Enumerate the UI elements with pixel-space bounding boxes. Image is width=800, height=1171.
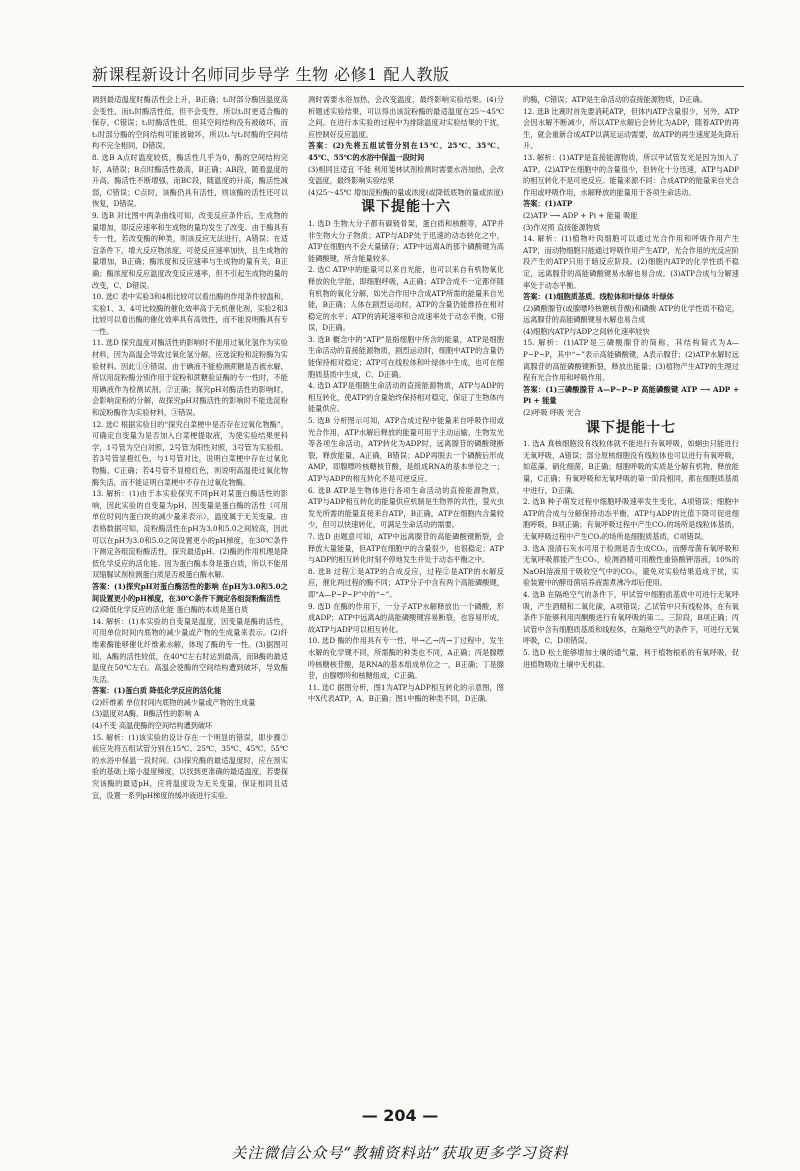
- col3_body-paragraph: 4. 选B 在隔绝空气的条件下，甲试管中细胞质基质中可进行无氧呼吸，产生酒精和二氧化碳，A项错误；乙试管中只有线粒体，在有氧条件下能够利用丙酮酸进行有氧呼吸的第二、三阶段，B项正确；丙试管中含有细胞质基质和线粒体，在隔绝空气的条件下，可进行无氧呼吸，C、D项错误。: [523, 589, 739, 646]
- column-left: [92, 94, 288, 1106]
- col1-paragraph: 14. 解析：(1)本实验的自变量是温度，因变量是酶的活性，可用单位时间内底物的减少量或产物的生成量来表示。(2)纤维素酶能够催化纤维素水解，体现了酶的专一性。(3)据图可知，A酶的活性较低，在40℃左右时达到最高，而B酶的最适温度在50℃左右。高温会使酶的空间结构遭到破坏，导致酶失活。: [92, 616, 288, 684]
- column-right: [523, 94, 739, 1106]
- col1-paragraph: 9. 选B 对比图中两条曲线可知，改变反应条件后，生成物的量增加，即反应速率和生成物的量均发生了改变。由于酶具有专一性，若改变酶的种类，则该反应无法进行，A错误；在适宜条件下，增大反应物浓度，可使反应速率加快，且生成物的量增加，B正确；酶浓度和反应速率与生成物的量有关，B正确；酶浓度和反应温度改变反应速率，但不引起生成物的量的改变，C、D错误。: [92, 210, 288, 290]
- col3_body-paragraph: 2. 选B 种子萌发过程中细胞呼吸速率发生变化，A项错误；细胞中ATP的合成与分解保持动态平衡，ATP与ADP的比值下降可促进细胞呼吸，B项正确；有氧呼吸过程中产生CO₂的场所是线粒体基质，无氧呼吸过程中产生CO₂的场所是细胞质基质，C项错误。: [523, 497, 739, 541]
- col2_body-paragraph: 7. 选D 由题意可知，ATP中远离腺苷的高能磷酸键断裂，会释放大量能量，但ATP在细胞中的含量很少，也很稳定；ATP与ADP的相互转化时刻不停地发生并处于动态平衡之中。: [308, 531, 504, 565]
- col1-paragraph: 8. 选B A点时温度较低，酶活性几乎为0，酶的空间结构完好，A错误；B点时酶活性最高，B正确；AB段，随着温度的升高，酶活性不断增强，而BC段，随温度的升高，酶活性减弱，C错误；C点时，该酶仍具有活性，则该酶的活性还可以恢复，D错误。: [92, 152, 288, 209]
- col2_top-paragraph: (4)25～45℃ 增加淀粉酶的量或浓度(或降低底物的量或浓度): [308, 187, 504, 197]
- col3_top-paragraph: (2)ATP ⟶ ADP + Pi + 能量 吸能: [523, 210, 638, 220]
- col3_top-paragraph: (4)细胞内ATP与ADP之间转化速率较快: [523, 326, 650, 336]
- page-number: — 204 —: [361, 1106, 439, 1125]
- section-title-16: 课下提能十六: [361, 199, 451, 216]
- col3_top-paragraph: (3)作对照 直接能源物质: [523, 222, 601, 232]
- col3_top-paragraph: 答案：(1)ATP: [523, 199, 573, 209]
- col3_top-paragraph: 14. 解析：(1)植物叶肉细胞可以通过光合作用和呼吸作用产生ATP，而动物细胞只能通过呼吸作用产生ATP，光合作用的光反应阶段产生的ATP只用于暗反应阶段。(2)细胞内ATP的化学性质不稳定，远离腺苷的高能磷酸键易水解也易合成。(3)ATP合成与分解速率处于动态平衡。: [523, 234, 739, 290]
- col1-paragraph: 11. 选D 探究温度对酶活性的影响时不能用过氧化氢作为实验材料，因为高温会导致过氧化氢分解，应选淀粉和淀粉酶为实验材料。因此①④错误。由于碘液不能检测蔗糖是否被水解，所以用淀粉酶分别作用于淀粉和蔗糖验证酶的专一性时，不能用碘液作为检测试剂。②正确；探究pH对酶活性的影响时，会影响淀粉的分解，故探究pH对酶活性的影响时不能选淀粉和淀粉酶作为实验材料，③错误。: [92, 338, 288, 418]
- col2_top-paragraph: 测时需要水浴加热，会改变温度，最终影响实验结果。(4)分析题述实验结果，可以得出该淀粉酶的最适温度在25～45℃之间。在进行本实验的过程中为排除温度对实验结果的干扰，应控制好反应温度。: [308, 95, 504, 139]
- col2_top-paragraph: (3)相同且适宜 不能 利用斐林试剂检测时需要水浴加热，会改变温度，最终影响实验结果: [308, 164, 504, 186]
- col2_body-paragraph: 3. 选B 概念中的“ATP”是指细胞中所含的能量，ATP是细胞生命活动的直接能源物质，剧烈运动时，细胞中ATP的含量仍能保持相对稳定；ATP可在线粒体和叶绿体中生成，也可在细胞质基质中生成，C、D正确。: [308, 334, 504, 379]
- header-rule: [92, 86, 744, 87]
- col3_top-paragraph: (2)呼吸 呼吸 光合: [523, 408, 581, 418]
- col3_top-paragraph: 13. 解析：(1)ATP是直接能源物质，所以甲试管发光是因为加入了ATP。(2)ATP在细胞中的含量很少，但转化十分迅速，ATP与ADP的相互转化不是可逆反应。能量来源不同：合成ATP的能量来自光合作用或呼吸作用，水解释放的能量用于各项生命活动。: [523, 152, 739, 197]
- section-title-17: 课下提能十七: [586, 419, 676, 436]
- running-header: 新课程新设计名师同步导学 生物 必修1 配人教版: [92, 65, 450, 84]
- col3_top-paragraph: 答案：(1)细胞质基质、线粒体和叶绿体 叶绿体: [523, 292, 674, 302]
- column-middle: [308, 94, 504, 1106]
- col2_body-paragraph: 9. 选D 在酶的作用下，一分子ATP水解释放出一个磷酸，形成ADP；ATP中远离A的高能磷酸键容易断裂，也容易形成，故ATP与ADP可以相互转化。: [308, 601, 504, 634]
- col1-paragraph: 调到最适温度时酶活性会上升，B正确；t₂时部分酶因温度高会变性，而t₁时酶活性低，但不会变性，所以t₁时更适合酶的保存，C错误；t₁时酶活性低，但其空间结构没有被破坏，而t₂时部分酶的空间结构可能被破坏，所以t₁与t₂时酶的空间结构不完全相同，D错误。: [92, 95, 288, 151]
- col3_top-paragraph: (2)磷酸腺苷(或腺嘌呤核糖核苷酸)和磷酸 ATP的化学性质不稳定，远离腺苷的高能磷酸键易水解也易合成: [523, 303, 739, 325]
- col2_body-paragraph: 5. 选B 分析图示可知，ATP合成过程中能量来自呼吸作用或光合作用，ATP水解后释放的能量可用于主动运输、生物发光等各项生命活动，ATP转化为ADP时，远离腺苷的磷酸键断裂，释放能量，A正确，B错误；ADP再脱去一个磷酸后形成AMP，即腺嘌呤核糖核苷酸，是组成RNA的基本单位之一；ATP与ADP的相互转化不是可逆反应。: [308, 416, 504, 483]
- col1-paragraph: 10. 选C 表中实验3和4相比较可以看出酶的作用条件较温和，实验1、3、4可比较酶的催化效率高于无机催化剂，实验2和3比较可以看出酶的催化效率具有高效性，而不能说明酶具有专一性。: [92, 292, 288, 336]
- col3_body-paragraph: 5. 选D 松土能够增加土壤的通气量，利于植物根系的有氧呼吸，促进植物吸收土壤中无机盐。: [523, 647, 739, 669]
- col2_body-paragraph: 10. 选D 酶的作用具有专一性，甲→乙→丙→丁过程中，发生水解的化学键不同，所需酶的种类也不同，A正确；丙是腺嘌呤核糖核苷酸，是RNA的基本组成单位之一，B正确；丁是腺苷，由腺嘌呤和核糖组成，C正确。: [308, 636, 504, 681]
- col1-paragraph: 答案：(1)蛋白质 降低化学反应的活化能: [92, 686, 222, 696]
- col3_top-paragraph: 的酶，C错误；ATP是生命活动的直接能源物质，D正确。: [523, 95, 707, 104]
- col1-paragraph: 13. 解析：(1)由于本实验探究不同pH对某蛋白酶活性的影响，因此实验的自变量为pH，因变量是蛋白酶的活性（可用单位时间内蛋白块的减少量来表示），温度属于无关变量。由表格数据可知，淀粉酶活性在pH为3.0和5.0之间较高，因此可以在pH为3.0和5.0之间设置更小的pH梯度，在30℃条件下测定各组淀粉酶活性，探究最适pH。(2)酶的作用机理是降低化学反应的活化能。因为蛋白酶本身是蛋白质，所以不能用双缩脲试剂检测蛋白质是否被蛋白酶水解。: [92, 489, 288, 580]
- footer-note: 关注微信公众号“教辅资料站”获取更多学习资料: [231, 1144, 569, 1162]
- col2_body-paragraph: 2. 选C ATP中的能量可以来自光能，也可以来自有机物氧化释放的化学能，即细胞呼吸，A正确；ATP合成不一定都伴随有机物的氧化分解，如光合作用中合成ATP所需的能量来自光能，B正确；人体在剧烈运动时，ATP的含量仍能维持在相对稳定的水平；ATP的消耗速率和合成速率处于动态平衡，C错误，D正确。: [308, 265, 504, 333]
- col1-paragraph: 12. 选C 根据实验目的“探究白菜梗中是否存在过氧化物酶”，可确定自变量为是否加入白菜梗提取液，为使实验结果更科学，1号管为空白对照，2号管为阳性对照，3号管为实验组。若3号管显橙红色，与1号管对比，说明白菜梗中存在过氧化物酶，C正确；若4号管不显橙红色，则说明高温使过氧化物酶失活，而不能证明白菜梗中不存在过氧化物酶。: [92, 419, 288, 487]
- col2_body-paragraph: 8. 选B 过程①是ATP的合成反应，过程②是ATP的水解反应，催化两过程的酶不同；ATP分子中含有两个高能磷酸键，即“A—P~P~P”中的“~”。: [308, 566, 504, 599]
- col3_top-paragraph: 15. 解析：(1)ATP是三磷酸腺苷的简称，其结构简式为A—P~P~P，其中“~”表示高能磷酸键，A表示腺苷；(2)ATP水解时远离腺苷的高能磷酸键断裂，释放出能量；(3)植物产生ATP的生理过程有光合作用和呼吸作用。: [523, 338, 739, 383]
- col1-paragraph: 答案：(1)探究pH对蛋白酶活性的影响 在pH为3.0和5.0之间设置更小的pH梯度，在30℃条件下测定各组淀粉酶活性: [92, 581, 288, 603]
- col2_body-paragraph: 6. 选B ATP是生物体进行各项生命活动的直接能源物质，ATP与ADP相互转化的能量供应机制是生物界的共性，萤火虫发光所需的能量直接来自ATP，B正确，ATP在细胞内含量较少，但可以快速转化，可满足生命活动的需要。: [308, 485, 504, 530]
- col3_top-paragraph: 答案：(1)三磷酸腺苷 A—P~P~P 高能磷酸键 ATP ⟶ ADP + Pi + 能量: [523, 384, 739, 406]
- col1-paragraph: (4)不变 高温使酶的空间结构遭到破坏: [92, 721, 213, 731]
- col1-paragraph: 15. 解析：(1)该实验的设计存在一个明显的错误，即步骤②前应先将五组试管分别在15℃、25℃、35℃、45℃、55℃的水浴中保温一段时间。(3)探究酶的最适温度时，应在预实验的基础上缩小温度梯度，以找到更准确的最适温度，若要探究该酶的最适pH，应将温度设为无关变量，保证相同且适宜，设置一系列pH梯度的缓冲液进行实验。: [92, 732, 288, 800]
- col2_body-paragraph: 1. 选D 生物大分子都有碳链骨架，蛋白质和核酸等，ATP并非生物大分子物质；ATP与ADP处于迅速的动态转化之中，ATP在细胞内不会大量储存；ATP中远离A的那个磷酸键为高能磷酸键，所含能量较多。: [308, 218, 504, 263]
- col3_body-paragraph: 1. 选A 真核细胞没有线粒体就不能进行有氧呼吸，如蛔虫只能进行无氧呼吸，A错误；部分原核细胞没有线粒体也可以进行有氧呼吸，如蓝藻、硝化细菌，B正确；细胞呼吸的实质是分解有机物，释放能量，C正确；有氧呼吸和无氧呼吸的第一阶段相同，都在细胞质基质中进行，D正确。: [523, 439, 739, 495]
- col2_body-paragraph: 11. 选C 据图分析，图1为ATP与ADP相互转化的示意图，图中X代表ATP，A、B正确；图1中酶的种类不同，D正确。: [308, 682, 504, 704]
- col1-paragraph: (2)降低化学反应的活化能 蛋白酶的本质是蛋白质: [92, 605, 249, 615]
- col3_top-paragraph: 12. 选B 比赛时首先要消耗ATP，但体内ATP含量很少，另外，ATP会因水解不断减少，所以ATP水解后会转化为ADP，随着ATP的再生，就会重新合成ATP以满足运动需要，故ATP的再生速度是先降后升。: [523, 106, 739, 151]
- col3_body-paragraph: 3. 选A 澄清石灰水可用于检测是否生成CO₂，而酵母菌有氧呼吸和无氧呼吸都能产生CO₂，检测酒精可用酸性重铬酸钾溶液，10%的NaOH溶液用于吸收空气中的CO₂，避免对实验结果造成干扰，实验装置中的酵母菌培养液需煮沸冷却后使用。: [523, 543, 739, 588]
- col2_top-paragraph: 答案：(2)先将五组试管分别在15℃、25℃、35℃、45℃、55℃的水浴中保温一段时间: [308, 141, 504, 162]
- col2_body-paragraph: 4. 选D ATP是细胞生命活动的直接能源物质，ATP与ADP的相互转化，使ATP的含量始终保持相对稳定，保证了生物体内能量供应。: [308, 381, 504, 414]
- col1-paragraph: (3)温度对A酶、B酶活性的影响 A: [92, 709, 200, 719]
- col1-paragraph: (2)纤维素 单位时间内底物的减少量或产物的生成量: [92, 697, 256, 707]
